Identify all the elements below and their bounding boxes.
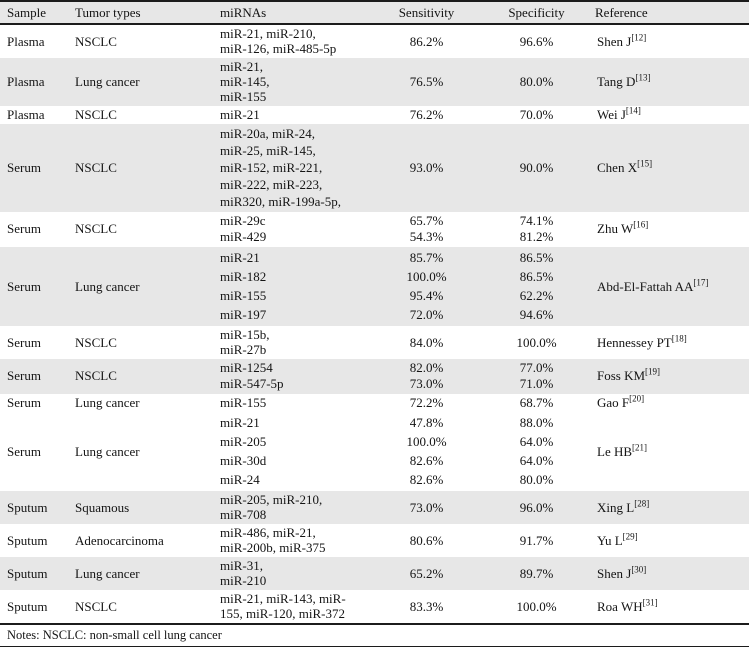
mirna-line: miR-547-5p (220, 376, 284, 391)
tumor-type-cell: Lung cancer (75, 278, 140, 294)
table-row (0, 524, 749, 557)
mirna-line: miR-145, (220, 74, 270, 89)
mirna-line: miR-21, (220, 59, 263, 74)
mirna-line: miR-126, miR-485-5p (220, 41, 337, 56)
mirna-line: miR-155 (220, 89, 267, 104)
column-header-sensitivity: Sensitivity (375, 1, 478, 24)
specificity-value: 94.6% (519, 307, 554, 322)
specificity-cell (478, 412, 595, 491)
tumor-type-cell: Adenocarcinoma (75, 532, 164, 548)
specificity-cell (478, 106, 595, 124)
reference-citation: [15] (637, 158, 653, 169)
reference-author: Gao F (597, 395, 630, 410)
mirna-line: miR-25, miR-145, (220, 143, 316, 158)
reference-citation: [29] (622, 531, 638, 542)
mirna-line: miR-708 (220, 507, 267, 522)
sensitivity-value: 54.3% (409, 229, 444, 244)
reference-citation: [20] (629, 394, 645, 404)
specificity-value: 96.0% (519, 499, 554, 515)
specificity-cell (478, 557, 595, 590)
reference-cell (595, 412, 749, 491)
column-header-mirnas: miRNAs (220, 1, 375, 24)
mirnas-cell (220, 212, 375, 247)
specificity-cell (478, 212, 595, 247)
mirna-line: miR-21 (220, 250, 260, 265)
sensitivity-value: 82.6% (409, 472, 444, 487)
specificity-value: 89.7% (519, 565, 554, 581)
specificity-cell (478, 124, 595, 212)
sensitivity-value: 82.6% (409, 453, 444, 468)
specificity-value: 88.0% (519, 415, 554, 430)
reference-citation: [31] (642, 597, 658, 608)
sensitivity-value: 76.5% (409, 74, 444, 89)
mirna-line: miR-429 (220, 229, 267, 244)
mirnas-cell (220, 590, 375, 623)
mirna-line: miR-27b (220, 342, 267, 357)
reference-author: Shen J (597, 565, 632, 581)
mirnas-cell (220, 524, 375, 557)
reference-cell (595, 394, 749, 412)
specificity-value: 62.2% (519, 288, 554, 303)
tumor-type-cell: NSCLC (75, 160, 117, 175)
reference-author: Xing L (597, 499, 635, 515)
sample-cell: Serum (7, 395, 41, 410)
reference-author: Abd-El-Fattah AA (597, 278, 694, 294)
sensitivity-cell (375, 24, 478, 58)
mirna-line: miR-21 (220, 107, 260, 122)
specificity-value: 80.0% (519, 472, 554, 487)
column-header-tumor-types: Tumor types (75, 1, 220, 24)
specificity-value: 80.0% (519, 74, 554, 89)
reference-author: Tang D (597, 74, 636, 89)
specificity-value: 71.0% (519, 376, 554, 391)
specificity-cell (478, 394, 595, 412)
sample-cell: Serum (7, 368, 41, 383)
reference-cell (595, 58, 749, 106)
tumor-type-cell: NSCLC (75, 598, 117, 614)
sample-cell: Sputum (7, 499, 48, 515)
table-row (0, 24, 749, 58)
sensitivity-cell (375, 58, 478, 106)
table-row (0, 106, 749, 124)
sample-cell: Serum (7, 334, 41, 350)
table-row (0, 491, 749, 524)
sensitivity-cell (375, 124, 478, 212)
specificity-value: 77.0% (519, 360, 554, 375)
mirna-line: miR-155 (220, 288, 267, 303)
specificity-value: 100.0% (516, 598, 557, 614)
reference-citation: [14] (625, 106, 641, 116)
table-row (0, 412, 749, 491)
specificity-value: 96.6% (519, 33, 554, 49)
mirnas-cell (220, 412, 375, 491)
tumor-type-cell: NSCLC (75, 334, 117, 350)
sample-cell: Serum (7, 278, 41, 294)
mirnas-cell (220, 24, 375, 58)
table-row (0, 557, 749, 590)
specificity-cell (478, 359, 595, 394)
sensitivity-cell (375, 590, 478, 623)
specificity-cell (478, 524, 595, 557)
tumor-type-cell: NSCLC (75, 221, 117, 236)
table-row (0, 394, 749, 412)
reference-cell (595, 24, 749, 58)
tumor-type-cell: NSCLC (75, 368, 117, 383)
reference-cell (595, 106, 749, 124)
reference-author: Roa WH (597, 598, 643, 614)
mirna-line: miR-205 (220, 434, 267, 449)
mirnas-cell (220, 326, 375, 359)
sample-cell: Serum (7, 160, 41, 175)
reference-citation: [28] (634, 498, 650, 509)
sensitivity-value: 72.2% (409, 395, 444, 410)
reference-citation: [18] (671, 333, 687, 344)
table-row (0, 326, 749, 359)
mirna-line: miR-24 (220, 472, 260, 487)
sample-cell: Serum (7, 221, 41, 236)
tumor-type-cell: Lung cancer (75, 565, 140, 581)
mirna-line: miR-21, miR-210, (220, 26, 316, 41)
reference-cell (595, 590, 749, 623)
sensitivity-value: 82.0% (409, 360, 444, 375)
tumor-type-cell: NSCLC (75, 33, 117, 49)
tumor-type-cell: NSCLC (75, 107, 117, 122)
mirna-line: miR-31, (220, 558, 263, 573)
reference-cell (595, 557, 749, 590)
mirna-line: miR-20a, miR-24, (220, 126, 315, 141)
sensitivity-value: 73.0% (409, 376, 444, 391)
mirna-line: miR-30d (220, 453, 267, 468)
sensitivity-cell (375, 412, 478, 491)
mirnas-cell (220, 359, 375, 394)
sample-cell: Serum (7, 443, 41, 459)
specificity-value: 86.5% (519, 269, 554, 284)
sensitivity-value: 83.3% (409, 598, 444, 614)
mirnas-cell (220, 491, 375, 524)
specificity-value: 70.0% (519, 107, 554, 122)
mirna-line: miR-197 (220, 307, 267, 322)
sensitivity-value: 93.0% (409, 160, 444, 175)
mirna-line: miR-155 (220, 395, 267, 410)
mirna-line: miR-182 (220, 269, 267, 284)
mirnas-cell (220, 394, 375, 412)
reference-citation: [30] (631, 564, 647, 575)
table-row (0, 359, 749, 394)
sensitivity-value: 47.8% (409, 415, 444, 430)
sensitivity-value: 73.0% (409, 499, 444, 515)
sensitivity-value: 72.0% (409, 307, 444, 322)
reference-author: Chen X (597, 160, 638, 175)
table-notes: Notes: NSCLC: non-small cell lung cancer (0, 623, 749, 646)
sensitivity-cell (375, 524, 478, 557)
specificity-cell (478, 491, 595, 524)
sensitivity-cell (375, 359, 478, 394)
sample-cell: Plasma (7, 107, 45, 122)
reference-cell (595, 326, 749, 359)
reference-citation: [17] (693, 277, 709, 288)
reference-cell (595, 524, 749, 557)
table-row (0, 247, 749, 326)
reference-citation: [12] (631, 32, 647, 43)
specificity-cell (478, 24, 595, 58)
mirna-line: miR-1254 (220, 360, 273, 375)
specificity-value: 64.0% (519, 434, 554, 449)
reference-author: Yu L (597, 532, 623, 548)
table-row (0, 212, 749, 247)
sensitivity-cell (375, 557, 478, 590)
specificity-cell (478, 590, 595, 623)
sensitivity-cell (375, 212, 478, 247)
specificity-cell (478, 58, 595, 106)
mirna-line: miR-152, miR-221, (220, 160, 323, 175)
sensitivity-cell (375, 491, 478, 524)
specificity-value: 68.7% (519, 395, 554, 410)
specificity-value: 91.7% (519, 532, 554, 548)
table-row (0, 58, 749, 106)
sample-cell: Sputum (7, 565, 48, 581)
sample-cell: Sputum (7, 598, 48, 614)
specificity-value: 64.0% (519, 453, 554, 468)
sensitivity-value: 76.2% (409, 107, 444, 122)
reference-cell (595, 124, 749, 212)
tumor-type-cell: Squamous (75, 499, 130, 515)
mirnas-cell (220, 124, 375, 212)
sensitivity-cell (375, 326, 478, 359)
mirna-line: miR-486, miR-21, (220, 525, 316, 540)
mirna-line: miR320, miR-199a-5p, (220, 194, 341, 209)
specificity-value: 74.1% (519, 213, 554, 228)
reference-citation: [19] (645, 366, 661, 377)
mirna-line: miR-222, miR-223, (220, 177, 323, 192)
mirnas-cell (220, 247, 375, 326)
sample-cell: Plasma (7, 33, 45, 49)
reference-author: Wei J (597, 107, 626, 122)
sensitivity-cell (375, 247, 478, 326)
reference-author: Foss KM (597, 368, 646, 383)
mirna-line: miR-21 (220, 415, 260, 430)
reference-author: Shen J (597, 33, 632, 49)
table-row (0, 590, 749, 623)
reference-cell (595, 247, 749, 326)
reference-author: Hennessey PT (597, 334, 672, 350)
mirnas-cell (220, 106, 375, 124)
sensitivity-value: 80.6% (409, 532, 444, 548)
reference-citation: [13] (635, 72, 651, 83)
specificity-value: 90.0% (519, 160, 554, 175)
mirna-line: miR-210 (220, 573, 267, 588)
specificity-value: 100.0% (516, 334, 557, 350)
column-header-specificity: Specificity (478, 1, 595, 24)
sensitivity-value: 95.4% (409, 288, 444, 303)
reference-cell (595, 359, 749, 394)
reference-author: Le HB (597, 443, 633, 459)
tumor-type-cell: Lung cancer (75, 395, 140, 410)
mirna-line: miR-21, miR-143, miR- (220, 591, 346, 606)
sensitivity-value: 84.0% (409, 334, 444, 350)
reference-cell (595, 491, 749, 524)
specificity-cell (478, 326, 595, 359)
tumor-type-cell: Lung cancer (75, 443, 140, 459)
tumor-type-cell: Lung cancer (75, 74, 140, 89)
mirnas-cell (220, 58, 375, 106)
sensitivity-value: 65.7% (409, 213, 444, 228)
mirna-line: miR-200b, miR-375 (220, 540, 326, 555)
reference-citation: [21] (632, 442, 648, 453)
sensitivity-value: 100.0% (406, 269, 447, 284)
specificity-value: 86.5% (519, 250, 554, 265)
table-row (0, 124, 749, 212)
sensitivity-value: 65.2% (409, 565, 444, 581)
sensitivity-value: 100.0% (406, 434, 447, 449)
column-header-sample: Sample (0, 1, 75, 24)
mirna-line: miR-15b, (220, 327, 270, 342)
column-header-reference: Reference (595, 1, 749, 24)
specificity-cell (478, 247, 595, 326)
reference-cell (595, 212, 749, 247)
header-row (0, 1, 749, 24)
sample-cell: Sputum (7, 532, 48, 548)
reference-citation: [16] (633, 219, 649, 230)
sample-cell: Plasma (7, 74, 45, 89)
sensitivity-cell (375, 394, 478, 412)
reference-author: Zhu W (597, 221, 634, 236)
sensitivity-cell (375, 106, 478, 124)
mirna-line: miR-29c (220, 213, 266, 228)
specificity-value: 81.2% (519, 229, 554, 244)
sensitivity-value: 85.7% (409, 250, 444, 265)
mirna-line: miR-205, miR-210, (220, 492, 323, 507)
mirna-line: 155, miR-120, miR-372 (220, 606, 345, 621)
sensitivity-value: 86.2% (409, 33, 444, 49)
mirnas-cell (220, 557, 375, 590)
